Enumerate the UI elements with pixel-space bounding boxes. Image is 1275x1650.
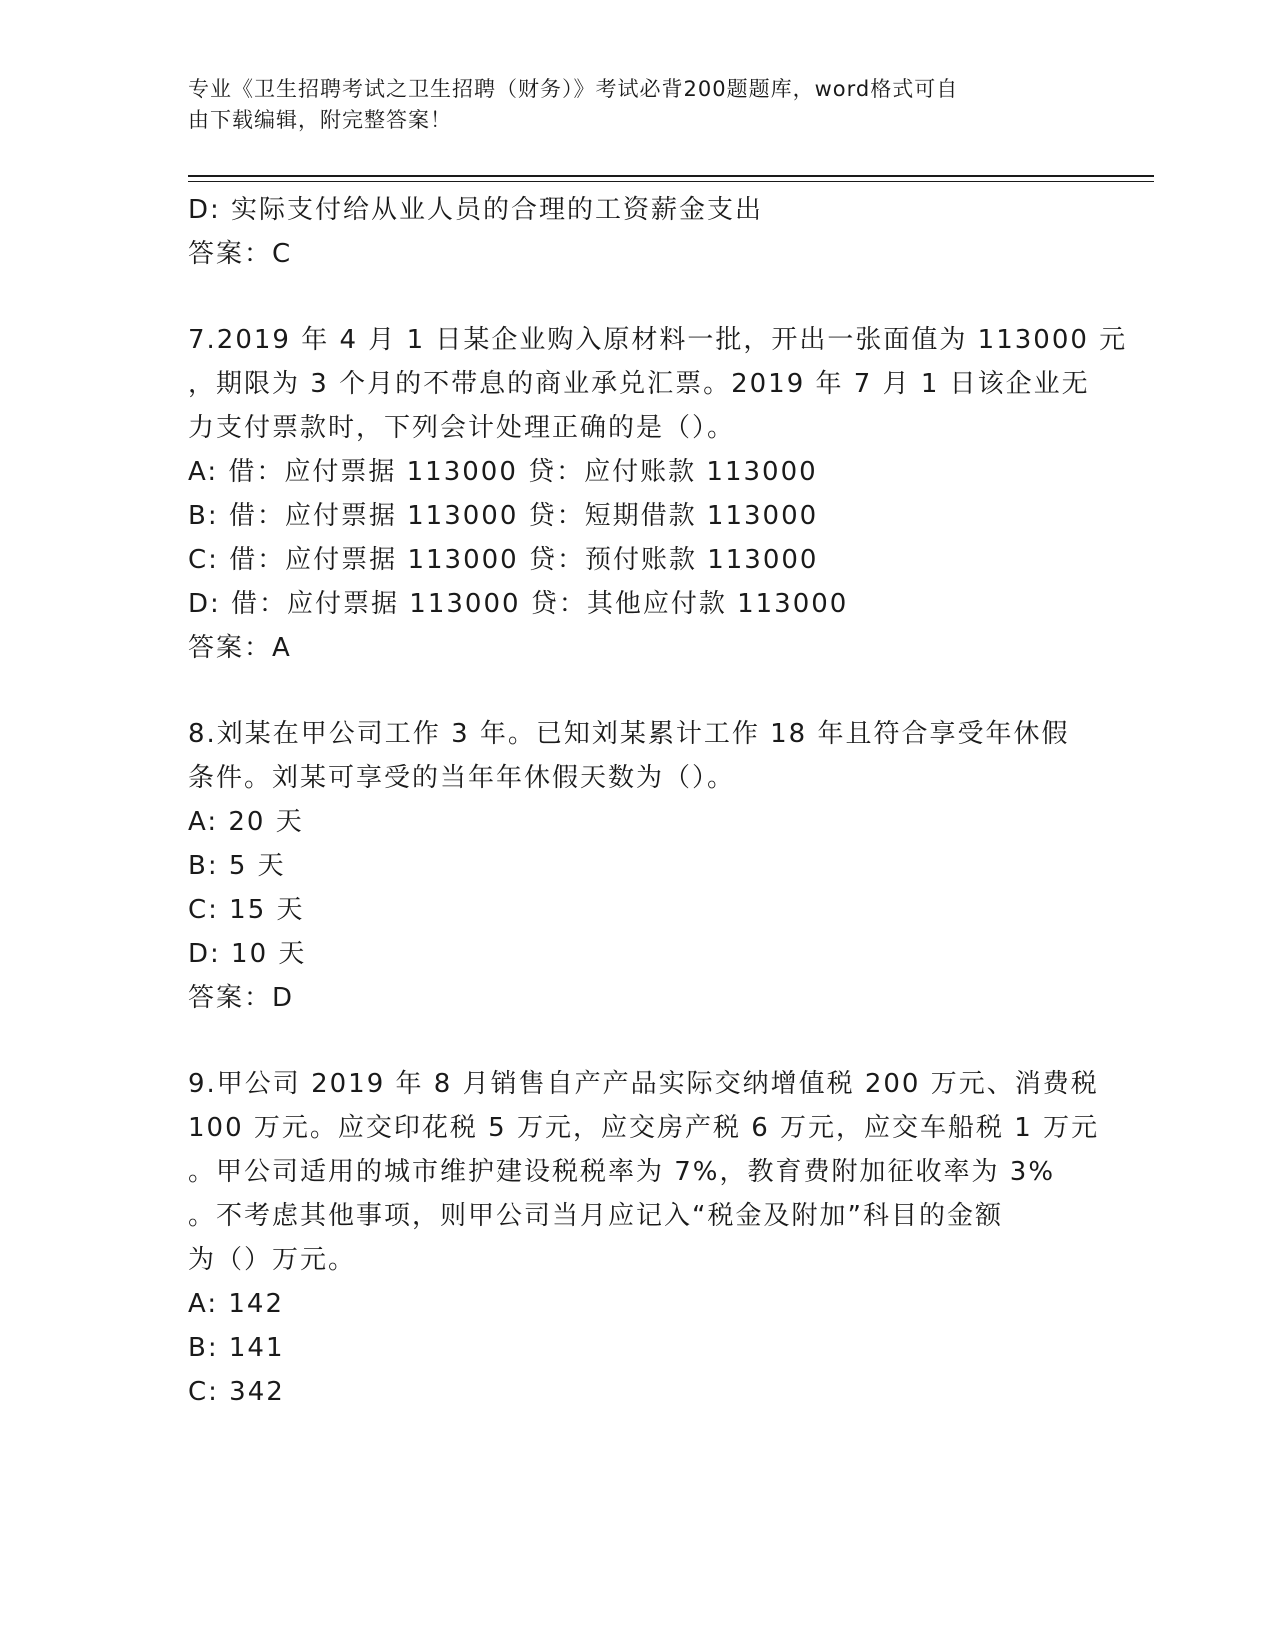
q9-stem-line-1: 9.甲公司 2019 年 8 月销售自产产品实际交纳增值税 200 万元、消费税 <box>188 1069 1099 1099</box>
page-header <box>188 74 1068 136</box>
q9-option-a: A: 142 <box>188 1289 284 1319</box>
header-divider-thin <box>188 181 1154 182</box>
q8-option-c: C: 15 天 <box>188 895 305 925</box>
q8-option-b: B: 5 天 <box>188 851 286 881</box>
q7-stem-line-1: 7.2019 年 4 月 1 日某企业购入原材料一批，开出一张面值为 113000 元 <box>188 325 1128 355</box>
q7-option-d: D: 借：应付票据 113000 贷：其他应付款 113000 <box>188 589 849 619</box>
q8-stem-line-2: 条件。刘某可享受的当年年休假天数为（）。 <box>188 763 736 793</box>
q8-option-a: A: 20 天 <box>188 807 304 837</box>
q9-stem-line-5: 为（）万元。 <box>188 1245 357 1275</box>
header-divider-thick <box>188 175 1154 177</box>
q7-option-c: C: 借：应付票据 113000 贷：预付账款 113000 <box>188 545 819 575</box>
q9-option-b: B: 141 <box>188 1333 285 1363</box>
prev-answer: 答案：C <box>188 239 293 269</box>
q7-option-b: B: 借：应付票据 113000 贷：短期借款 113000 <box>188 501 819 531</box>
q8-answer: 答案：D <box>188 983 295 1013</box>
q9-stem-line-3: 。甲公司适用的城市维护建设税税率为 7%，教育费附加征收率为 3% <box>188 1157 1056 1187</box>
header-line-2: 由下载编辑，附完整答案！ <box>188 108 452 132</box>
q9-option-c: C: 342 <box>188 1377 285 1407</box>
q7-answer: 答案：A <box>188 633 292 663</box>
prev-option-d: D: 实际支付给从业人员的合理的工资薪金支出 <box>188 195 764 225</box>
q8-option-d: D: 10 天 <box>188 939 307 969</box>
q7-stem-line-3: 力支付票款时，下列会计处理正确的是（）。 <box>188 413 736 443</box>
q7-option-a: A: 借：应付票据 113000 贷：应付账款 113000 <box>188 457 818 487</box>
q9-stem-line-4: 。不考虑其他事项，则甲公司当月应记入“税金及附加”科目的金额 <box>188 1201 1003 1231</box>
q8-stem-line-1: 8.刘某在甲公司工作 3 年。已知刘某累计工作 18 年且符合享受年休假 <box>188 719 1070 749</box>
q7-stem-line-2: ，期限为 3 个月的不带息的商业承兑汇票。2019 年 7 月 1 日该企业无 <box>188 369 1090 399</box>
q9-stem-line-2: 100 万元。应交印花税 5 万元，应交房产税 6 万元，应交车船税 1 万元 <box>188 1113 1100 1143</box>
header-line-1: 专业《卫生招聘考试之卫生招聘（财务）》考试必背200题题库，word格式可自 <box>188 77 959 101</box>
